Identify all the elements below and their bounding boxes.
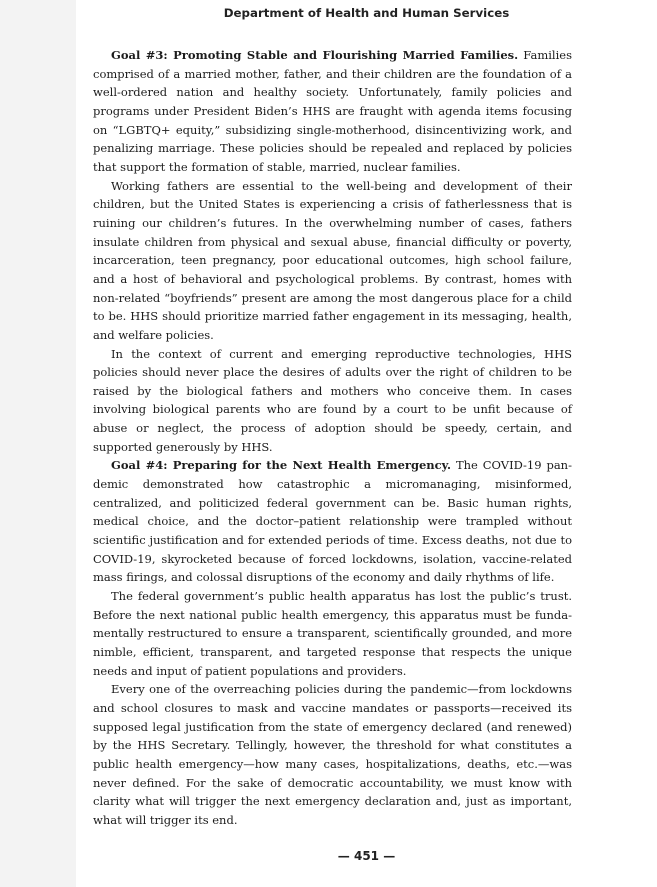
left-margin-strip [0, 0, 76, 887]
goal-3-heading: Goal #3: Promoting Stable and Flourishing Married Families. [111, 48, 519, 62]
paragraph-goal-3 [93, 46, 572, 177]
paragraph-text: The federal government’s public health apparatus has lost the public’s trust. Before the next national public health emergency, this apparatus must be fundamentally restructured to ensure a transparent, scientifically grounded, and more nimble, efficient, transparent, and targeted response that respects the unique needs and input of patient populations and providers. [93, 589, 572, 678]
paragraph-goal-4 [93, 456, 572, 587]
paragraph-text: Every one of the overreaching policies during the pandemic—from lockdowns and school closures to mask and vaccine mandates or passports—received its supposed legal justification from the state of emergency declared (and renewed) by the HHS Secretary. Tellingly, however, the threshold for what constitutes a public health emergency—how many cases, hospitalizations, deaths, etc.—was never defined. For the sake of democratic accountability, we must know with clarity what will trigger the next emergency declaration and, just as important, what will trigger its end. [93, 682, 572, 827]
paragraph-public-trust [93, 587, 572, 680]
paragraph-text: In the context of current and emerging reproductive technologies, HHS policies should never place the desires of adults over the right of children to be raised by the biological fathers and mothers who conceive them. In cases involving biological parents who are found by a court to be unfit because of abuse or neglect, the process of adoption should be speedy, certain, and supported generously by HHS. [93, 346, 572, 454]
paragraph-emergency-threshold [93, 680, 572, 829]
running-header: Department of Health and Human Services [223, 6, 510, 20]
document-page [76, 0, 657, 887]
paragraph-reproductive-technologies [93, 345, 572, 457]
page-number: — 451 — [337, 849, 396, 863]
goal-4-heading: Goal #4: Preparing for the Next Health Emergency. [111, 458, 452, 473]
paragraph-fathers [93, 177, 572, 345]
paragraph-text: The COVID-19 pandemic demonstrated how catastrophic a micromanaging, misinformed, centralized, and politicized federal government can be. Basic human rights, medical choice, and the doctor–patient relationship were trampled without scientific justification and for extended periods of time. Excess deaths, not due to COVID-19, skyrocketed because of forced lockdowns, isolation, vaccine-related mass firings, and colossal disruptions of the economy and daily rhythms of life. [93, 458, 572, 585]
paragraph-text: Working fathers are essential to the well-being and development of their children, but the United States is experiencing a crisis of fatherlessness that is ruining our children’s futures. In the overwhelming number of cases, fathers insulate children from physical and sexual abuse, financial difficulty or poverty, incarceration, teen pregnancy, poor educational outcomes, high school failure, and a host of behavioral and psychological problems. By contrast, homes with non-related “boyfriends” present are among the most dangerous place for a child to be. HHS should prioritize married father engagement in its messaging, health, and welfare policies. [93, 178, 572, 342]
paragraph-text: Families comprised of a married mother, father, and their children are the foundation of a well-ordered nation and healthy society. Unfortunately, family policies and programs under President Biden’s HHS are fraught with agenda items focusing on “LGBTQ+ equity,” subsidizing single-motherhood, disincentivizing work, and penalizing marriage. These policies should be repealed and replaced by policies that support the formation of stable, married, nuclear families. [93, 48, 572, 174]
body-text [93, 46, 572, 830]
